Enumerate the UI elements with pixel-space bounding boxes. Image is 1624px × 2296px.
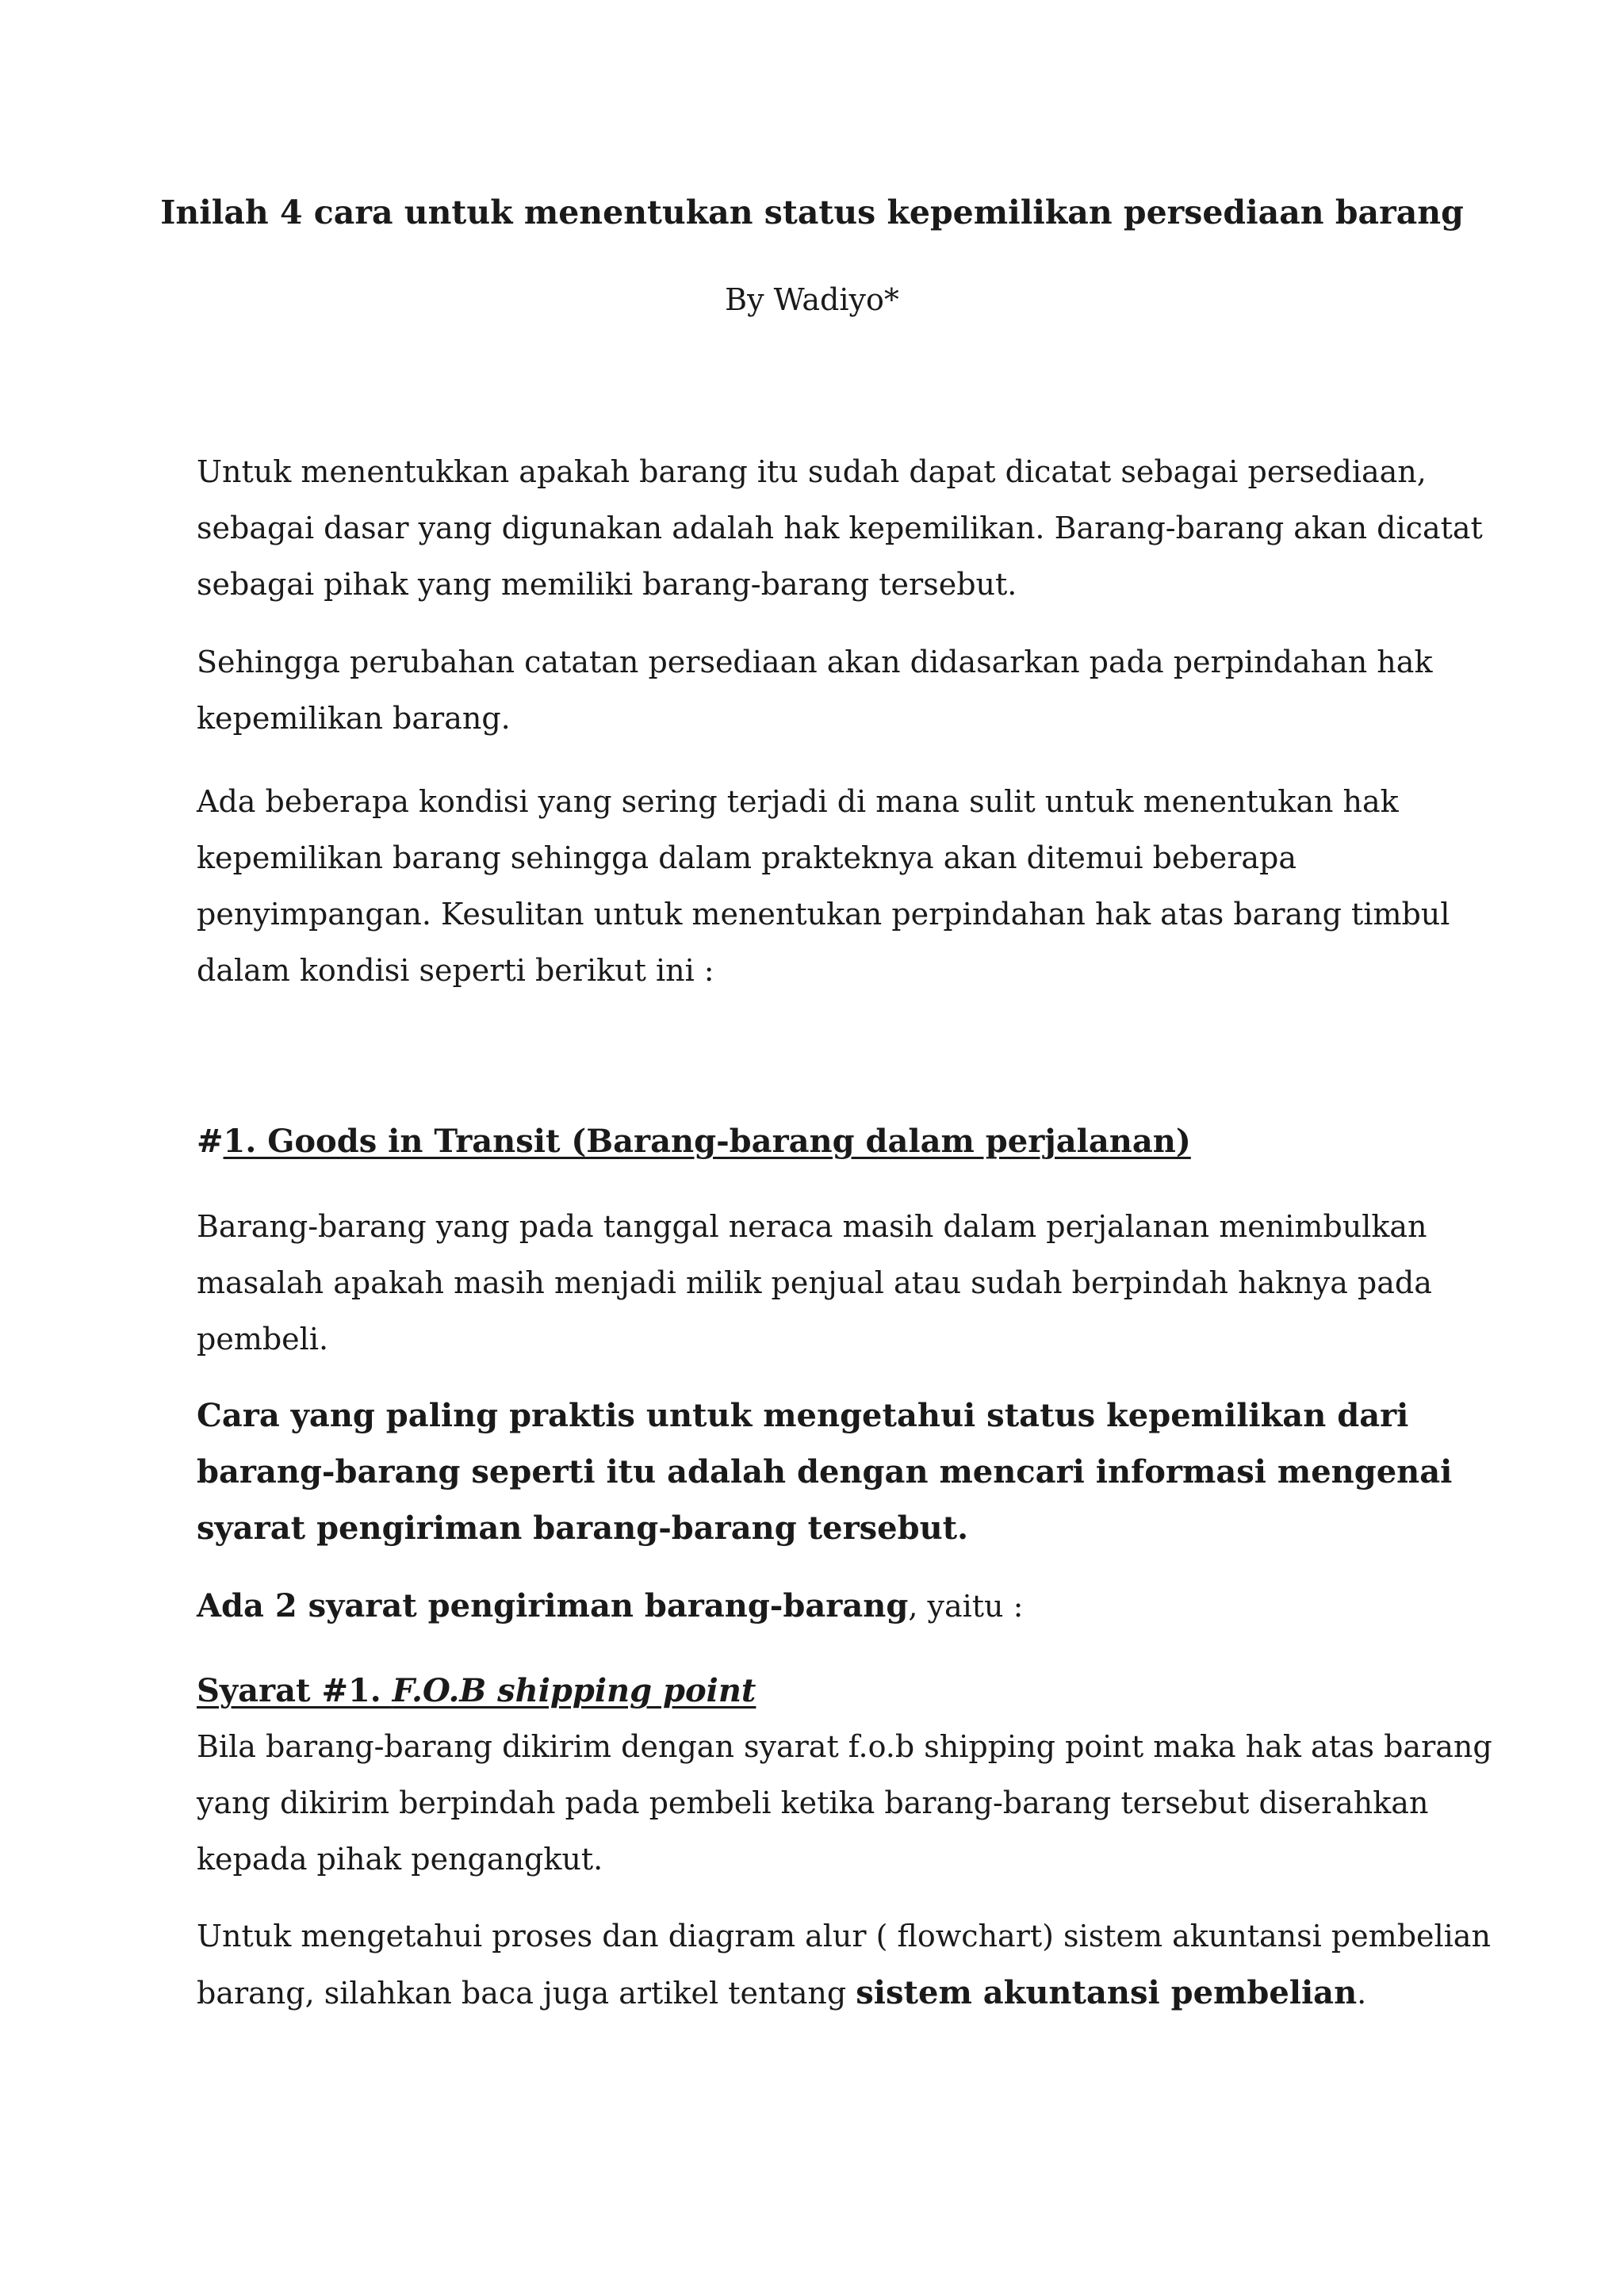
text-line: pembeli. [197, 1322, 329, 1357]
text-line: kepemilikan barang sehingga dalam prakteknya akan ditemui beberapa [197, 840, 1297, 875]
section1-paragraph-1 [197, 1199, 1450, 1368]
text-line-with-link [197, 1965, 1450, 2022]
intro-paragraph-2 [197, 634, 1450, 747]
text-line: yang dikirim berpindah pada pembeli ketika barang-barang tersebut diserahkan [197, 1785, 1429, 1820]
term1-block [197, 1663, 1492, 1888]
text-line: Cara yang paling praktis untuk mengetahui status kepemilikan dari [197, 1397, 1409, 1434]
text-line: kepada pihak pengangkut. [197, 1842, 603, 1877]
document-title: Inilah 4 cara untuk menentukan status kepemilikan persediaan barang [160, 193, 1464, 232]
author-line: By Wadiyo* [725, 282, 899, 317]
text-line: masalah apakah masih menjadi milik penjual atau sudah berpindah haknya pada [197, 1265, 1432, 1300]
text-line: dalam kondisi seperti berikut ini : [197, 953, 714, 988]
intro-paragraph-3 [197, 774, 1450, 999]
text-line: sebagai pihak yang memiliki barang-barang tersebut. [197, 567, 1017, 602]
ref-text-start: barang, silahkan baca juga artikel tentang [197, 1976, 856, 2011]
text-line: barang-barang seperti itu adalah dengan mencari informasi mengenai [197, 1453, 1453, 1490]
term1-label: Syarat #1. [197, 1672, 393, 1709]
terms-intro-rest: , yaitu : [908, 1589, 1024, 1624]
ref-text-end: . [1357, 1976, 1367, 2011]
shipping-terms-intro [197, 1578, 1450, 1635]
text-line: Sehingga perubahan catatan persediaan akan didasarkan pada perpindahan hak [197, 645, 1433, 679]
section-heading-goods-in-transit [197, 1113, 1450, 1169]
text-line: Untuk menentukkan apakah barang itu sudah dapat dicatat sebagai persediaan, [197, 454, 1427, 489]
text-line: Bila barang-barang dikirim dengan syarat f.o.b shipping point maka hak atas barang [197, 1729, 1492, 1764]
intro-paragraph-1 [197, 444, 1483, 613]
text-line: syarat pengiriman barang-barang tersebut. [197, 1510, 969, 1547]
term1-heading [197, 1663, 1450, 1719]
terms-intro-bold: Ada 2 syarat pengiriman barang-barang [197, 1587, 909, 1624]
text-line: kepemilikan barang. [197, 701, 511, 736]
reference-paragraph [197, 1908, 1491, 2022]
text-line: Barang-barang yang pada tanggal neraca masih dalam perjalanan menimbulkan [197, 1209, 1427, 1244]
text-line: Ada beberapa kondisi yang sering terjadi di mana sulit untuk menentukan hak [197, 784, 1399, 819]
text-line: penyimpangan. Kesulitan untuk menentukan perpindahan hak atas barang timbul [197, 897, 1450, 932]
heading-text: 1. Goods in Transit (Barang-barang dalam perjalanan) [223, 1123, 1191, 1160]
term1-name: F.O.B shipping point [392, 1672, 756, 1709]
text-line: sebagai dasar yang digunakan adalah hak kepemilikan. Barang-barang akan dicatat [197, 511, 1483, 545]
article-link-sistem-akuntansi-pembelian[interactable]: sistem akuntansi pembelian [856, 1974, 1358, 2011]
heading-hash-prefix: # [197, 1123, 224, 1160]
text-line: Untuk mengetahui proses dan diagram alur ( flowchart) sistem akuntansi pembelian [197, 1919, 1491, 1954]
section1-bold-paragraph [197, 1387, 1453, 1556]
